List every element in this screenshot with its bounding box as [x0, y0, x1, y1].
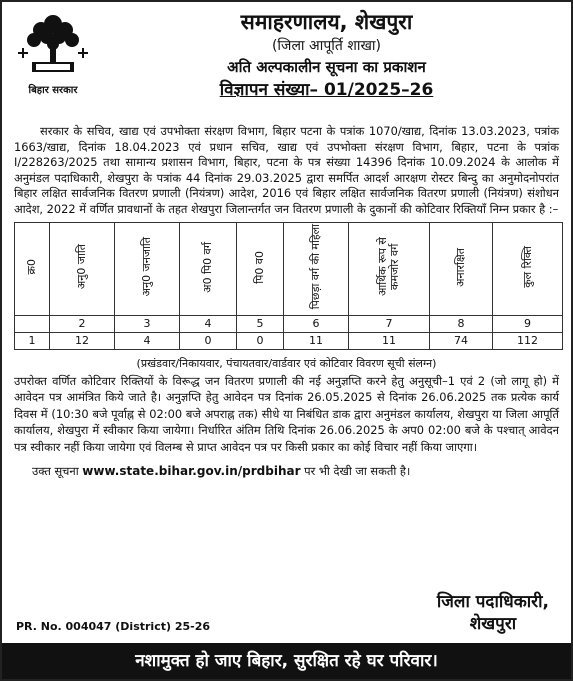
table-cell: 7 [349, 315, 430, 332]
notice-title: अति अल्पकालीन सूचना का प्रकाशन [227, 58, 426, 76]
table-cell: 12 [50, 332, 115, 349]
table-note: (प्रखंडवार/निकायवार, पंचायतवार/वार्डवार एवं कोटिवार विवरण सूची संलग्न) [136, 356, 437, 370]
table-row [15, 332, 563, 349]
title-block [102, 8, 551, 102]
table-cell: 9 [493, 315, 563, 332]
intro-paragraph: सरकार के सचिव, खाद्य एवं उपभोक्ता संरक्षण विभाग, बिहार पटना के पत्रांक 1070/खाद्य, दिनांक 13.03.2023, पत्रांक 1663/खाद्य, दिनांक 18.04.2023 एवं प्रधान सचिव, खाद्य एवं उपभोक्ता संरक्षण विभाग, बिहार, पटना के पत्रांक I/228263/2025 तथा सामान्य प्रशासन विभाग, बिहार, पटना के पत्र संख्या 14396 दिनांक 10.09.2024 के आलोक में अनुमंडल पदाधिकारी, शेखपुरा के पत्रांक 44 दिनांक 29.03.2025 द्वारा समर्पित आदर्श आरक्षण रोस्टर बिन्दु का अनुमोदनोपरांत बिहार लक्षित सार्वजनिक वितरण प्रणाली (नियंत्रण) आदेश, 2016 एवं बिहार लक्षित सार्वजनिक वितरण प्रणाली (नियंत्रण) संशोधन आदेश, 2022 में वर्णित प्रावधानों के तहत शेखपुरा जिलान्तर्गत जन वितरण प्रणाली के दुकानों की कोटिवार रिक्तियाँ निम्न प्रकार है :– [14, 124, 559, 216]
table-cell: 3 [115, 315, 180, 332]
bodhi-tree-emblem-icon [14, 10, 92, 80]
table-cell: 4 [180, 315, 237, 332]
website-link[interactable]: www.state.bihar.gov.in/prdbihar [82, 463, 301, 478]
table-header: अनारक्षित [430, 222, 493, 315]
table-header: अनु0 जनजाति [115, 222, 180, 315]
table-header-row [15, 222, 563, 315]
table-row [15, 315, 563, 332]
website-line [32, 464, 559, 479]
table-header: क्र0 [15, 222, 50, 315]
table-header: अनु0 जाति [50, 222, 115, 315]
website-suffix: पर भी देखी जा सकती है। [304, 463, 411, 478]
ad-number: विज्ञापन संख्या– 01/2025–26 [219, 80, 434, 100]
table-cell: 8 [430, 315, 493, 332]
table-cell: 11 [284, 332, 349, 349]
signatory-place: शेखपुरा [469, 614, 517, 634]
website-prefix: उक्त सूचना [32, 463, 79, 478]
table-cell: 2 [50, 315, 115, 332]
table-cell: 11 [349, 332, 430, 349]
signature-block [437, 591, 549, 635]
table-cell: 5 [237, 315, 284, 332]
application-paragraph: उपरोक्त वर्णित कोटिवार रिक्तियों के विरूद्ध जन वितरण प्रणाली की नई अनुज्ञप्ति करने हेतु अनुसूची–1 एवं 2 (जो लागू हो) में आवेदन पत्र आमंत्रित किये जाते है। अनुज्ञप्ति हेतु आवेदन पत्र दिनांक 26.05.2025 से दिनांक 26.06.2025 तक प्रत्येक कार्य दिवस में (10:30 बजे पूर्वाह्न से 02:00 बजे अपराह्न तक) सीधे या निबंधित डाक द्वारा अनुमंडल कार्यालय, शेखपुरा या जिला आपूर्ति कार्यालय, शेखपुरा में स्वीकार किया जायेगा। निर्धारित अंतिम तिथि दिनांक 26.06.2025 के अप0 02:00 बजे के पश्चात् आवेदन पत्र स्वीकार नहीं किया जायेगा एवं विलम्ब से प्राप्त आवेदन पत्र पर किसी प्रकार का कोई विचार नहीं किया जाएगा। [14, 373, 559, 454]
table-cell: 112 [493, 332, 563, 349]
table-cell [15, 315, 50, 332]
table-header: कुल रिक्ति [493, 222, 563, 315]
office-title: समाहरणालय, शेखपुरा [240, 10, 413, 34]
table-header: अ0 पि0 वर्ग [180, 222, 237, 315]
signatory-title: जिला पदाधिकारी, [436, 592, 549, 612]
office-subtitle: (जिला आपूर्ति शाखा) [271, 38, 382, 54]
vacancy-table [14, 222, 563, 350]
table-cell: 1 [15, 332, 50, 349]
footer-slogan: नशामुक्त हो जाए बिहार, सुरक्षित रहे घर परिवार। [2, 643, 571, 679]
table-cell: 74 [430, 332, 493, 349]
logo-caption: बिहार सरकार [28, 85, 78, 96]
table-cell: 0 [237, 332, 284, 349]
table-header: आर्थिक रूप से कमजोर वर्ग [349, 222, 430, 315]
table-cell: 4 [115, 332, 180, 349]
bihar-emblem [14, 10, 92, 96]
table-header: पि0 व0 [237, 222, 284, 315]
pr-number: PR. No. 004047 (District) 25-26 [16, 620, 211, 633]
table-cell: 6 [284, 315, 349, 332]
notice-header [2, 2, 571, 120]
table-cell: 0 [180, 332, 237, 349]
table-header: पिछड़ा वर्ग की महिला [284, 222, 349, 315]
